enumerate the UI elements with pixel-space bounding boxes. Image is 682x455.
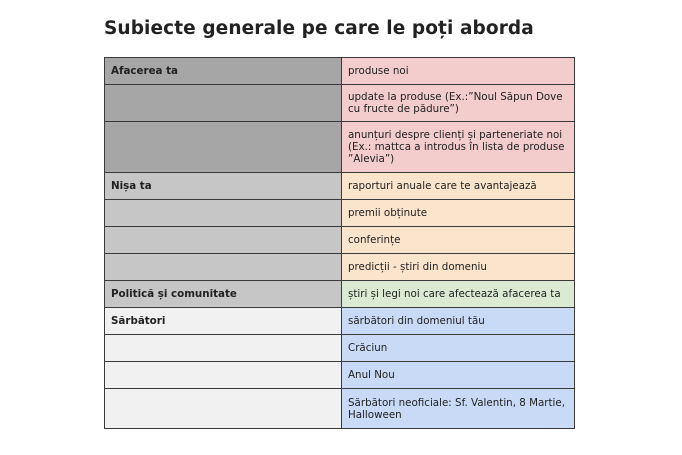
table-row [105, 85, 575, 122]
table-row [105, 173, 575, 200]
topic-cell: știri și legi noi care afectează afacerea ta [342, 281, 575, 308]
table-row [105, 122, 575, 173]
category-cell [105, 254, 342, 281]
table-row [105, 254, 575, 281]
topic-cell: anunțuri despre clienți și parteneriate noi (Ex.: mattca a introdus în lista de produse ”Alevia”) [342, 122, 575, 173]
category-cell [105, 85, 342, 122]
table-row [105, 200, 575, 227]
category-cell: Afacerea ta [105, 58, 342, 85]
category-cell [105, 362, 342, 389]
topic-cell: Sărbători neoficiale: Sf. Valentin, 8 Martie, Halloween [342, 389, 575, 429]
table-row [105, 308, 575, 335]
topic-cell: premii obținute [342, 200, 575, 227]
topic-cell: sărbători din domeniul tău [342, 308, 575, 335]
topic-cell: Anul Nou [342, 362, 575, 389]
category-cell: Sărbători [105, 308, 342, 335]
topics-table [104, 57, 575, 429]
topic-cell: Crăciun [342, 335, 575, 362]
category-cell: Politică și comunitate [105, 281, 342, 308]
category-cell [105, 389, 342, 429]
category-cell [105, 335, 342, 362]
table-row [105, 58, 575, 85]
topic-cell: conferințe [342, 227, 575, 254]
category-cell [105, 200, 342, 227]
topic-cell: update la produse (Ex.:”Noul Săpun Dove cu fructe de pădure”) [342, 85, 575, 122]
table-row [105, 335, 575, 362]
category-cell: Nișa ta [105, 173, 342, 200]
topic-cell: predicții - știri din domeniu [342, 254, 575, 281]
topic-cell: raporturi anuale care te avantajează [342, 173, 575, 200]
table-row [105, 362, 575, 389]
category-cell [105, 122, 342, 173]
table-row [105, 281, 575, 308]
table-row [105, 389, 575, 429]
page-title: Subiecte generale pe care le poți aborda [104, 18, 534, 39]
table-row [105, 227, 575, 254]
category-cell [105, 227, 342, 254]
topic-cell: produse noi [342, 58, 575, 85]
